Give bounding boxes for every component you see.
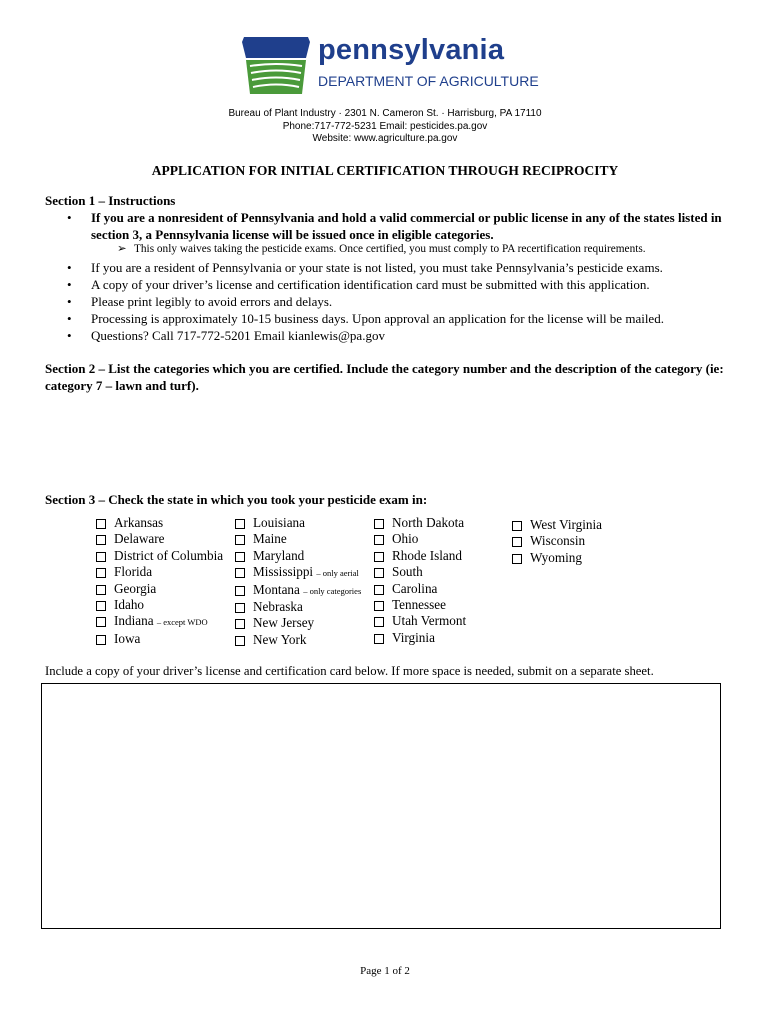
state-label: Carolina [392,580,438,596]
state-checkbox[interactable] [374,601,384,611]
page-number: Page 1 of 2 [360,965,410,977]
state-label: Utah Vermont [392,613,467,629]
state-column [374,515,466,646]
state-option[interactable] [235,564,361,581]
state-option[interactable] [96,613,223,630]
state-label: New Jersey [253,615,315,631]
state-label: Nebraska [253,599,303,615]
state-checkbox[interactable] [235,519,245,529]
state-checkbox[interactable] [235,586,245,596]
state-option[interactable] [96,531,223,547]
state-label: North Dakota [392,515,465,530]
section3-heading: Section 3 – Check the state in which you took your pesticide exam in: [45,492,428,507]
state-checkbox[interactable] [374,519,384,529]
state-option[interactable] [374,613,466,629]
state-option[interactable] [512,550,602,566]
state-label: Iowa [114,630,141,646]
arrow-bullet-icon: ➢ [117,243,127,255]
state-option[interactable] [374,548,466,564]
state-checkbox[interactable] [512,554,522,564]
logo-wordmark: pennsylvania [318,34,505,66]
state-label: Florida [114,564,153,580]
state-checkbox[interactable] [374,585,384,595]
pa-agriculture-logo [240,36,540,98]
state-column [512,517,602,566]
instruction-text: If you are a nonresident of Pennsylvania and hold a valid commercial or public license in any of the states listed in section 3, a Pennsylvania license will be issued once in eligible categories. [91,210,722,242]
state-option[interactable] [96,597,223,613]
state-option[interactable] [235,548,361,564]
instruction-text: A copy of your driver’s license and certification identification card must be submitted with this application. [91,277,650,292]
state-label: Arkansas [114,515,164,530]
bullet-icon: • [67,294,72,309]
section1-heading: Section 1 – Instructions [45,193,176,208]
sub-bullet-text: This only waives taking the pesticide exams. Once certified, you must comply to PA recertification requirements. [134,243,646,255]
state-note: – only categories [303,585,362,596]
state-checkbox[interactable] [96,601,106,611]
state-label: Idaho [114,597,145,613]
state-option[interactable] [512,533,602,549]
state-checkbox[interactable] [235,603,245,613]
state-label: Georgia [114,580,157,596]
include-copy-note: Include a copy of your driver’s license and certification card below. If more space is needed, submit on a separate sheet. [45,664,654,678]
address-line: Bureau of Plant Industry · 2301 N. Cameron St. · Harrisburg, PA 17110 [228,108,542,119]
license-copy-box[interactable] [41,683,721,929]
state-checkbox[interactable] [235,568,245,578]
state-checkbox[interactable] [235,636,245,646]
state-checkbox[interactable] [235,535,245,545]
bullet-icon: • [67,277,72,292]
state-checkbox[interactable] [96,535,106,545]
state-checkbox[interactable] [512,537,522,547]
state-option[interactable] [374,564,466,580]
state-column [235,515,361,648]
state-label: Louisiana [253,515,306,530]
state-label: Mississippi [253,564,314,580]
address-block [0,108,770,146]
bullet-icon: • [67,260,72,275]
state-option[interactable] [512,517,602,533]
bullet-icon: • [67,311,72,326]
state-checkbox[interactable] [374,535,384,545]
website-line: Website: www.agriculture.pa.gov [312,133,458,144]
state-option[interactable] [374,515,466,531]
state-option[interactable] [235,632,361,648]
state-option[interactable] [96,581,223,597]
state-note: – only aerial [316,568,359,579]
state-label: Tennessee [392,597,446,613]
state-option[interactable] [374,630,466,646]
state-label: Ohio [392,531,419,547]
state-checkbox[interactable] [96,635,106,645]
instruction-text: Questions? Call 717-772-5201 Email kianlewis@pa.gov [91,328,385,343]
state-label: Wisconsin [530,533,586,549]
keystone-farm-icon [240,36,312,98]
state-checkbox[interactable] [235,619,245,629]
state-label: Wyoming [530,549,582,565]
state-option[interactable] [96,564,223,580]
state-label: Maryland [253,547,305,563]
phone-line: Phone:717-772-5231 Email: pesticides.pa.gov [282,120,488,132]
state-checkbox[interactable] [96,519,106,529]
state-label: New York [253,631,307,647]
state-option[interactable] [235,582,361,599]
state-label: District of Columbia [114,547,224,563]
state-label: Virginia [392,629,435,645]
state-option[interactable] [96,515,223,531]
state-checkbox[interactable] [96,552,106,562]
state-checkbox[interactable] [374,634,384,644]
state-checkbox[interactable] [96,568,106,578]
bullet-icon: • [67,210,72,225]
state-label: South [392,564,423,580]
state-column [96,515,223,647]
state-option[interactable] [96,631,223,647]
bullet-icon: • [67,328,72,343]
page-title: APPLICATION FOR INITIAL CERTIFICATION THROUGH RECIPROCITY [151,163,619,178]
state-checkbox[interactable] [374,617,384,627]
state-option[interactable] [374,597,466,613]
state-checkbox[interactable] [512,521,522,531]
state-checkbox[interactable] [96,617,106,627]
logo-department: DEPARTMENT OF AGRICULTURE [318,73,539,89]
state-checkbox[interactable] [374,552,384,562]
state-label: Montana [253,581,300,597]
sub-bullet [117,242,737,256]
state-checkbox[interactable] [235,552,245,562]
instruction-text: Processing is approximately 10-15 business days. Upon approval an application for the license will be mailed. [91,311,664,326]
state-label: Delaware [114,531,165,547]
state-option[interactable] [235,599,361,615]
state-option[interactable] [235,615,361,631]
state-option[interactable] [235,531,361,547]
state-option[interactable] [374,581,466,597]
instruction-text: If you are a resident of Pennsylvania or your state is not listed, you must take Pennsylvania’s pesticide exams. [91,260,663,275]
state-label: West Virginia [530,517,603,532]
state-checkbox[interactable] [96,585,106,595]
state-checkbox[interactable] [374,568,384,578]
state-option[interactable] [96,548,223,564]
state-label: Rhode Island [392,547,462,563]
state-option[interactable] [374,531,466,547]
state-note: – except WDO [156,617,208,628]
instruction-text: Please print legibly to avoid errors and delays. [91,294,333,309]
state-option[interactable] [235,515,361,531]
state-label: Indiana [114,613,154,629]
state-label: Maine [253,531,287,547]
section2-heading: Section 2 – List the categories which you are certified. Include the category number and the description of the category (ie: category 7 – lawn and turf). [45,361,724,393]
